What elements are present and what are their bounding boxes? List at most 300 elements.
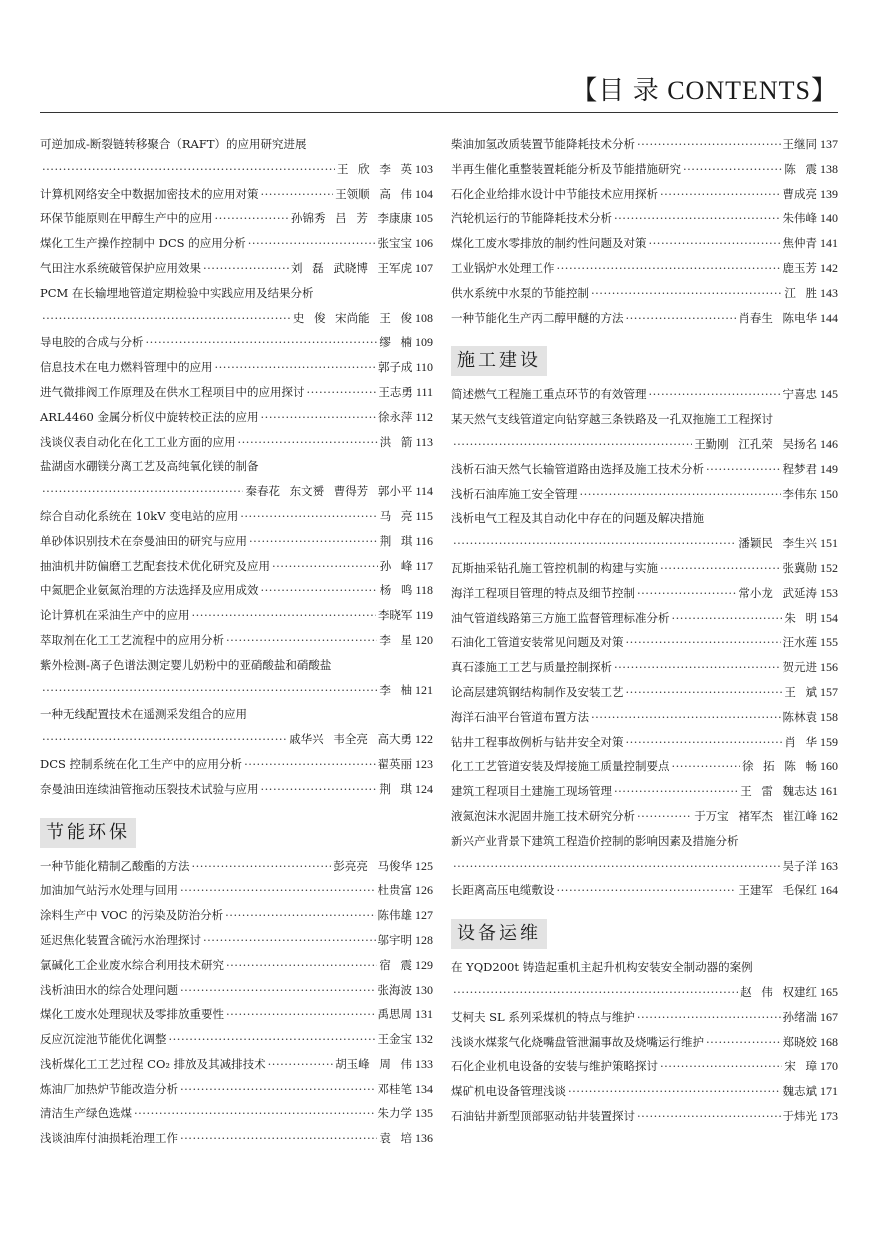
toc-authors: 徐永萍 xyxy=(377,409,413,424)
toc-entry[interactable] xyxy=(451,705,838,730)
toc-entry-title[interactable]: 盐湖卤水硼镁分离工艺及高纯氧化镁的制备 xyxy=(40,459,259,474)
toc-entry[interactable] xyxy=(451,157,838,182)
toc-entry-title: 煤化工废水处理现状及零排放重要性 xyxy=(40,1007,224,1022)
toc-page-number: 144 xyxy=(820,310,838,325)
toc-page-number: 124 xyxy=(415,781,433,796)
section-label-jienen: 节能环保 xyxy=(40,818,136,848)
leader-dots xyxy=(660,556,781,581)
toc-entry[interactable] xyxy=(40,355,433,380)
toc-authors: 焦仲青 xyxy=(782,236,817,251)
leader-dots xyxy=(42,678,377,703)
toc-page-number: 158 xyxy=(820,709,838,724)
toc-page-number: 151 xyxy=(820,536,838,551)
leader-dots xyxy=(203,256,289,281)
leader-dots xyxy=(637,804,692,829)
toc-entry-title: 加油加气站污水处理与回用 xyxy=(40,883,178,898)
toc-page-number: 163 xyxy=(820,858,838,873)
toc-entry-title[interactable]: 一种无线配置技术在遥测采发组合的应用 xyxy=(40,707,247,722)
toc-entry[interactable] xyxy=(40,1027,433,1052)
toc-page-number: 139 xyxy=(820,186,838,201)
toc-page-number: 127 xyxy=(415,908,433,923)
leader-dots xyxy=(637,1005,781,1030)
toc-entry[interactable] xyxy=(40,1126,433,1151)
leader-dots xyxy=(226,1002,376,1027)
toc-entry-title[interactable]: 浅析电气工程及其自动化中存在的问题及解决措施 xyxy=(451,511,704,526)
toc-authors: 朱伟峰 xyxy=(782,211,817,226)
leader-dots xyxy=(146,330,378,355)
toc-authors: 秦春花 东文赟 曹得芳 郭小平 xyxy=(245,484,413,499)
toc-entry[interactable] xyxy=(40,330,433,355)
leader-dots xyxy=(268,1052,334,1077)
leader-dots xyxy=(248,231,376,256)
toc-entry-title: 涂料生产中 VOC 的污染及防治分析 xyxy=(40,908,224,923)
leader-dots xyxy=(637,132,781,157)
toc-entry[interactable] xyxy=(40,928,433,953)
toc-page-number: 133 xyxy=(415,1056,433,1071)
toc-entry-title: 论计算机在采油生产中的应用 xyxy=(40,608,190,623)
leader-dots xyxy=(672,606,783,631)
toc-entry-title: 煤化工废水零排放的制约性问题及对策 xyxy=(451,236,647,251)
toc-entry-title: 真石漆施工工艺与质量控制探析 xyxy=(451,660,612,675)
leader-dots xyxy=(240,504,378,529)
toc-authors: 赵 伟 权建红 xyxy=(740,984,817,999)
toc-entry[interactable] xyxy=(40,777,433,802)
toc-entry[interactable] xyxy=(40,231,433,256)
leader-dots xyxy=(249,529,378,554)
toc-entry-title: 浅析石油天然气长输管道路由选择及施工技术分析 xyxy=(451,461,704,476)
toc-page-number: 141 xyxy=(820,236,838,251)
toc-page-number: 112 xyxy=(415,409,433,424)
toc-authors: 宋 璋 xyxy=(784,1059,817,1074)
toc-entry[interactable] xyxy=(40,157,433,182)
leader-dots xyxy=(614,779,738,804)
toc-page-number: 152 xyxy=(820,560,838,575)
toc-page-number: 161 xyxy=(820,784,838,799)
leader-dots xyxy=(42,479,243,504)
toc-entry-title[interactable]: 可逆加成-断裂链转移聚合（RAFT）的应用研究进展 xyxy=(40,137,307,151)
toc-entry-title: 信息技术在电力燃料管理中的应用 xyxy=(40,360,213,375)
toc-authors: 王 雷 魏志达 xyxy=(740,784,817,799)
toc-entry[interactable] xyxy=(40,978,433,1003)
toc-authors: 杜贵富 xyxy=(377,883,412,898)
toc-authors: 王建军 毛保红 xyxy=(738,883,817,898)
leader-dots xyxy=(180,1077,376,1102)
toc-authors: 潘颖民 李生兴 xyxy=(738,536,817,551)
toc-page-number: 122 xyxy=(415,732,433,747)
toc-entry[interactable] xyxy=(451,1104,838,1129)
toc-entry-title: 单砂体识别技术在奈曼油田的研究与应用 xyxy=(40,533,247,548)
leader-dots xyxy=(626,680,783,705)
toc-entry[interactable] xyxy=(451,854,838,879)
toc-entry[interactable] xyxy=(451,779,838,804)
toc-authors: 禹思周 xyxy=(377,1007,412,1022)
toc-entry-title: 清洁生产绿色选煤 xyxy=(40,1106,132,1121)
toc-authors: 王 欣 李 英 xyxy=(337,161,412,176)
toc-entry[interactable] xyxy=(451,531,838,556)
toc-entry-title: 抽油机井防偏磨工艺配套技术优化研究及应用 xyxy=(40,558,270,573)
toc-entry-title: 煤矿机电设备管理浅谈 xyxy=(451,1084,566,1099)
toc-entry-title: 半再生催化重整装置耗能分析及节能措施研究 xyxy=(451,161,681,176)
toc-page-number: 106 xyxy=(415,236,433,251)
leader-dots xyxy=(169,1027,376,1052)
toc-authors: 王勤刚 江孔荣 吴扬名 xyxy=(694,436,817,451)
leader-dots xyxy=(626,306,737,331)
toc-entry-title: 石化企业机电设备的安装与维护策略探讨 xyxy=(451,1059,658,1074)
leader-dots xyxy=(614,655,781,680)
toc-page-number: 173 xyxy=(820,1108,838,1123)
toc-entry[interactable] xyxy=(451,1079,838,1104)
toc-entry[interactable] xyxy=(451,1005,838,1030)
toc-authors: 杨 鸣 xyxy=(379,583,413,598)
toc-entry-title: 钻井工程事故例析与钻井安全对策 xyxy=(451,734,624,749)
toc-authors: 彭亮亮 马俊华 xyxy=(333,858,412,873)
toc-entry[interactable] xyxy=(40,1077,433,1102)
toc-page-number: 128 xyxy=(415,932,433,947)
toc-entry[interactable] xyxy=(451,256,838,281)
toc-authors: 肖春生 陈电华 xyxy=(738,310,817,325)
toc-authors: 贺元进 xyxy=(782,660,817,675)
leader-dots xyxy=(591,281,782,306)
toc-entry[interactable] xyxy=(451,132,838,157)
toc-authors: 宁喜忠 xyxy=(782,387,817,402)
toc-entry[interactable] xyxy=(40,1101,433,1126)
toc-page-number: 121 xyxy=(415,682,433,697)
leader-dots xyxy=(180,978,376,1003)
toc-group xyxy=(40,854,433,1152)
toc-entry-title: 反应沉淀池节能优化调整 xyxy=(40,1032,167,1047)
toc-authors: 吴子洋 xyxy=(782,858,817,873)
leader-dots xyxy=(272,554,378,579)
toc-group xyxy=(451,382,838,903)
toc-entry-title: 瓦斯抽采钻孔施工管控机制的构建与实施 xyxy=(451,560,658,575)
toc-group xyxy=(451,132,838,330)
toc-entry[interactable] xyxy=(451,182,838,207)
toc-entry[interactable] xyxy=(40,1002,433,1027)
toc-authors: 郭子成 xyxy=(377,360,413,375)
toc-entry-title[interactable]: 紫外检测-离子色谱法测定婴儿奶粉中的亚硝酸盐和硝酸盐 xyxy=(40,657,332,672)
leader-dots xyxy=(614,206,781,231)
toc-entry[interactable] xyxy=(40,953,433,978)
toc-entry[interactable] xyxy=(40,504,433,529)
toc-authors: 程梦君 xyxy=(782,461,817,476)
leader-dots xyxy=(42,306,291,331)
leader-dots xyxy=(568,1079,781,1104)
leader-dots xyxy=(453,432,692,457)
toc-page-number: 149 xyxy=(820,461,838,476)
toc-entry[interactable] xyxy=(451,482,838,507)
toc-entry[interactable] xyxy=(40,628,433,653)
toc-entry-title: 中氮肥企业氨氮治理的方法选择及应用成效 xyxy=(40,583,259,598)
toc-page-number: 117 xyxy=(415,558,433,573)
toc-entry[interactable] xyxy=(451,1054,838,1079)
toc-entry-title: 长距离高压电缆敷设 xyxy=(451,883,555,898)
toc-entry-title: 浅析石油库施工安全管理 xyxy=(451,486,578,501)
toc-page-number: 160 xyxy=(820,759,838,774)
toc-entry-title: 延迟焦化装置含硫污水治理探讨 xyxy=(40,932,201,947)
leader-dots xyxy=(580,482,781,507)
leader-dots xyxy=(672,754,741,779)
toc-entry-title: 氯碱化工企业废水综合利用技术研究 xyxy=(40,957,224,972)
toc-authors: 刘 磊 武晓博 王军虎 xyxy=(291,260,412,275)
toc-authors: 鹿玉芳 xyxy=(782,260,817,275)
toc-authors: 王志勇 xyxy=(378,384,413,399)
toc-entry[interactable] xyxy=(40,182,433,207)
toc-entry-title: 奈曼油田连续油管拖动压裂技术试验与应用 xyxy=(40,781,259,796)
toc-authors: 张宝宝 xyxy=(377,236,412,251)
toc-page-number: 150 xyxy=(820,486,838,501)
toc-page-number: 155 xyxy=(820,635,838,650)
toc-page-number: 156 xyxy=(820,660,838,675)
toc-page-number: 123 xyxy=(415,756,433,771)
toc-entry-title: 石油化工管道安装常见问题及对策 xyxy=(451,635,624,650)
section-heading xyxy=(40,812,433,850)
toc-entry[interactable] xyxy=(451,730,838,755)
toc-entry[interactable] xyxy=(40,752,433,777)
toc-authors: 袁 培 xyxy=(379,1131,412,1146)
leader-dots xyxy=(261,405,376,430)
toc-authors: 缪 楠 xyxy=(379,335,412,350)
toc-authors: 朱力学 xyxy=(377,1106,412,1121)
toc-authors: 邬宇明 xyxy=(377,932,412,947)
toc-authors: 常小龙 武延涛 xyxy=(738,585,817,600)
toc-entry-title: 液氮泡沫水泥固井施工技术研究分析 xyxy=(451,808,635,823)
toc-authors: 戚华兴 韦全亮 高大勇 xyxy=(289,732,412,747)
toc-authors: 史 俊 宋尚能 王 俊 xyxy=(292,310,412,325)
toc-page-number: 164 xyxy=(820,883,838,898)
leader-dots xyxy=(261,777,378,802)
toc-entry[interactable] xyxy=(451,206,838,231)
toc-authors: 马 亮 xyxy=(379,508,413,523)
section-heading xyxy=(451,913,838,951)
toc-page-number: 132 xyxy=(415,1032,433,1047)
leader-dots xyxy=(238,430,378,455)
toc-entry-title: 艾柯夫 SL 系列采煤机的特点与维护 xyxy=(451,1009,635,1024)
toc-entry[interactable] xyxy=(451,1030,838,1055)
toc-entry-title: 浅析油田水的综合处理问题 xyxy=(40,982,178,997)
toc-page-number: 109 xyxy=(415,335,433,350)
leader-dots xyxy=(626,630,781,655)
toc-page-number: 120 xyxy=(415,632,433,647)
leader-dots xyxy=(706,1030,781,1055)
toc-entry-title: 浅析煤化工工艺过程 CO₂ 排放及其减排技术 xyxy=(40,1056,266,1071)
toc-entry-title[interactable]: 新兴产业背景下建筑工程造价控制的影响因素及措施分析 xyxy=(451,833,739,848)
toc-page-number: 165 xyxy=(820,984,838,999)
toc-page-number: 135 xyxy=(415,1106,433,1121)
toc-entry-title: 气田注水系统破管保护应用效果 xyxy=(40,260,201,275)
toc-entry-title: 进气微排阀工作原理及在供水工程项目中的应用探讨 xyxy=(40,384,305,399)
toc-page-number: 119 xyxy=(415,608,433,623)
toc-entry-title: 炼油厂加热炉节能改造分析 xyxy=(40,1081,178,1096)
toc-entry[interactable] xyxy=(40,727,433,752)
toc-page-number: 171 xyxy=(820,1084,838,1099)
leader-dots xyxy=(591,705,781,730)
toc-entry[interactable] xyxy=(451,804,838,829)
toc-authors: 王领顺 高 伟 xyxy=(335,186,412,201)
toc-authors: 王 斌 xyxy=(784,684,817,699)
toc-entry[interactable] xyxy=(451,754,838,779)
toc-entry-title: 化工工艺管道安装及焊接施工质量控制要点 xyxy=(451,759,670,774)
toc-authors: 汪水莲 xyxy=(782,635,817,650)
toc-entry[interactable] xyxy=(40,405,433,430)
toc-entry[interactable] xyxy=(451,382,838,407)
toc-entry-title: 浅谈仪表自动化在化工工业方面的应用 xyxy=(40,434,236,449)
toc-entry-title: 综合自动化系统在 10kV 变电站的应用 xyxy=(40,508,239,523)
toc-entry[interactable] xyxy=(40,256,433,281)
leader-dots xyxy=(649,231,781,256)
leader-dots xyxy=(225,903,375,928)
toc-authors: 李 柚 xyxy=(379,682,412,697)
toc-authors: 江 胜 xyxy=(784,285,817,300)
toc-entry[interactable] xyxy=(451,231,838,256)
toc-page-number: 170 xyxy=(820,1059,838,1074)
toc-page-number: 110 xyxy=(415,360,433,375)
toc-entry[interactable] xyxy=(451,680,838,705)
toc-authors: 荆 琪 xyxy=(379,781,412,796)
leader-dots xyxy=(557,878,737,903)
toc-entry-title: 环保节能原则在甲醇生产中的应用 xyxy=(40,211,213,226)
toc-page-number: 167 xyxy=(820,1009,838,1024)
toc-authors: 魏志斌 xyxy=(782,1084,817,1099)
toc-entry[interactable] xyxy=(451,581,838,606)
toc-entry[interactable] xyxy=(40,854,433,879)
left-column xyxy=(40,132,433,1151)
toc-authors: 洪 箭 xyxy=(379,434,413,449)
section-heading xyxy=(451,340,838,378)
leader-dots xyxy=(42,157,335,182)
leader-dots xyxy=(307,380,377,405)
toc-entry[interactable] xyxy=(451,432,838,457)
leader-dots xyxy=(180,1126,377,1151)
toc-authors: 朱 明 xyxy=(784,610,817,625)
toc-page-number: 142 xyxy=(820,260,838,275)
toc-entry[interactable] xyxy=(451,878,838,903)
toc-entry[interactable] xyxy=(451,655,838,680)
toc-authors: 徐 拓 陈 畅 xyxy=(742,759,817,774)
toc-entry[interactable] xyxy=(40,306,433,331)
toc-entry-title[interactable]: 某天然气支线管道定向钻穿越三条铁路及一孔双拖施工工程探讨 xyxy=(451,412,773,427)
leader-dots xyxy=(203,928,376,953)
toc-entry[interactable] xyxy=(451,630,838,655)
toc-authors: 李 星 xyxy=(379,632,412,647)
toc-authors: 于万宝 褚军杰 崔江峰 xyxy=(694,808,817,823)
toc-group xyxy=(40,132,433,802)
toc-authors: 郑晓姣 xyxy=(782,1034,817,1049)
leader-dots xyxy=(261,182,334,207)
leader-dots xyxy=(557,256,781,281)
toc-entry-title: 石油钻井新型顶部驱动钻井装置探讨 xyxy=(451,1108,635,1123)
contents-title: 【目 录 CONTENTS】 xyxy=(571,76,838,105)
toc-entry[interactable] xyxy=(40,903,433,928)
toc-authors: 肖 华 xyxy=(784,734,817,749)
toc-entry-title: 供水系统中水泵的节能控制 xyxy=(451,285,589,300)
leader-dots xyxy=(706,457,781,482)
toc-authors: 孙锦秀 吕 芳 李康康 xyxy=(291,211,412,226)
toc-page-number: 157 xyxy=(820,684,838,699)
toc-entry-title: 海洋工程项目管理的特点及细节控制 xyxy=(451,585,635,600)
toc-authors: 王继同 xyxy=(782,137,817,151)
toc-entry[interactable] xyxy=(40,554,433,579)
leader-dots xyxy=(192,603,376,628)
leader-dots xyxy=(215,355,376,380)
toc-entry[interactable] xyxy=(451,281,838,306)
toc-page-number: 131 xyxy=(415,1007,433,1022)
leader-dots xyxy=(226,953,377,978)
toc-entry[interactable] xyxy=(451,457,838,482)
toc-entry[interactable] xyxy=(40,578,433,603)
toc-entry[interactable] xyxy=(40,479,433,504)
toc-entry-title: 工业锅炉水处理工作 xyxy=(451,260,555,275)
section-label-shigong: 施工建设 xyxy=(451,346,547,376)
toc-page-number: 118 xyxy=(415,583,433,598)
leader-dots xyxy=(134,1101,376,1126)
toc-authors: 孙绪湍 xyxy=(782,1009,817,1024)
toc-entry[interactable] xyxy=(40,603,433,628)
toc-entry[interactable] xyxy=(451,306,838,331)
leader-dots xyxy=(42,727,287,752)
toc-entry[interactable] xyxy=(451,606,838,631)
leader-dots xyxy=(626,730,783,755)
toc-entry-title: DCS 控制系统在化工生产中的应用分析 xyxy=(40,756,243,771)
toc-entry[interactable] xyxy=(40,678,433,703)
toc-page-number: 126 xyxy=(415,883,433,898)
toc-entry-title[interactable]: PCM 在长输埋地管道定期检验中实践应用及结果分析 xyxy=(40,285,314,300)
toc-entry-title: 浅谈油库付油损耗治理工作 xyxy=(40,1131,178,1146)
toc-entry[interactable] xyxy=(40,380,433,405)
toc-entry[interactable] xyxy=(40,206,433,231)
toc-authors: 翟英丽 xyxy=(377,756,412,771)
toc-authors: 邓桂笔 xyxy=(377,1081,412,1096)
toc-page-number: 113 xyxy=(415,434,433,449)
header-rule xyxy=(40,112,838,113)
toc-page-number: 140 xyxy=(820,211,838,226)
right-column xyxy=(451,132,838,1129)
leader-dots xyxy=(637,581,736,606)
toc-page-number: 105 xyxy=(415,211,433,226)
toc-entry[interactable] xyxy=(40,1052,433,1077)
toc-authors: 荆 琪 xyxy=(379,533,413,548)
toc-authors: 孙 峰 xyxy=(379,558,413,573)
toc-entry[interactable] xyxy=(40,878,433,903)
leader-dots xyxy=(192,854,332,879)
leader-dots xyxy=(453,531,736,556)
toc-authors: 李晓军 xyxy=(377,608,413,623)
toc-page-number: 134 xyxy=(415,1081,433,1096)
toc-authors: 宿 震 xyxy=(379,957,412,972)
toc-entry-title: 油气管道线路第三方施工监督管理标准分析 xyxy=(451,610,670,625)
toc-entry-title: 柴油加氢改质装置节能降耗技术分析 xyxy=(451,137,635,151)
toc-entry-title: 煤化工生产操作控制中 DCS 的应用分析 xyxy=(40,236,246,251)
leader-dots xyxy=(453,854,781,879)
toc-entry[interactable] xyxy=(451,556,838,581)
toc-entry-title: 萃取剂在化工工艺流程中的应用分析 xyxy=(40,632,224,647)
toc-page-number: 111 xyxy=(415,384,433,399)
toc-entry-title[interactable]: 在 YQD200t 铸造起重机主起升机构安装安全制动器的案例 xyxy=(451,960,753,975)
toc-entry-title: 计算机网络安全中数据加密技术的应用对策 xyxy=(40,186,259,201)
toc-authors: 胡玉峰 周 伟 xyxy=(335,1056,412,1071)
toc-entry-title: 海洋石油平台管道布置方法 xyxy=(451,709,589,724)
toc-entry-title: 简述燃气工程施工重点环节的有效管理 xyxy=(451,387,647,402)
leader-dots xyxy=(180,878,376,903)
toc-entry[interactable] xyxy=(451,980,838,1005)
leader-dots xyxy=(683,157,782,182)
toc-entry[interactable] xyxy=(40,430,433,455)
toc-entry[interactable] xyxy=(40,529,433,554)
leader-dots xyxy=(649,382,781,407)
toc-authors: 王金宝 xyxy=(377,1032,412,1047)
toc-page-number: 145 xyxy=(820,387,838,402)
toc-authors: 张冀勋 xyxy=(782,560,817,575)
toc-page-number: 115 xyxy=(415,508,433,523)
